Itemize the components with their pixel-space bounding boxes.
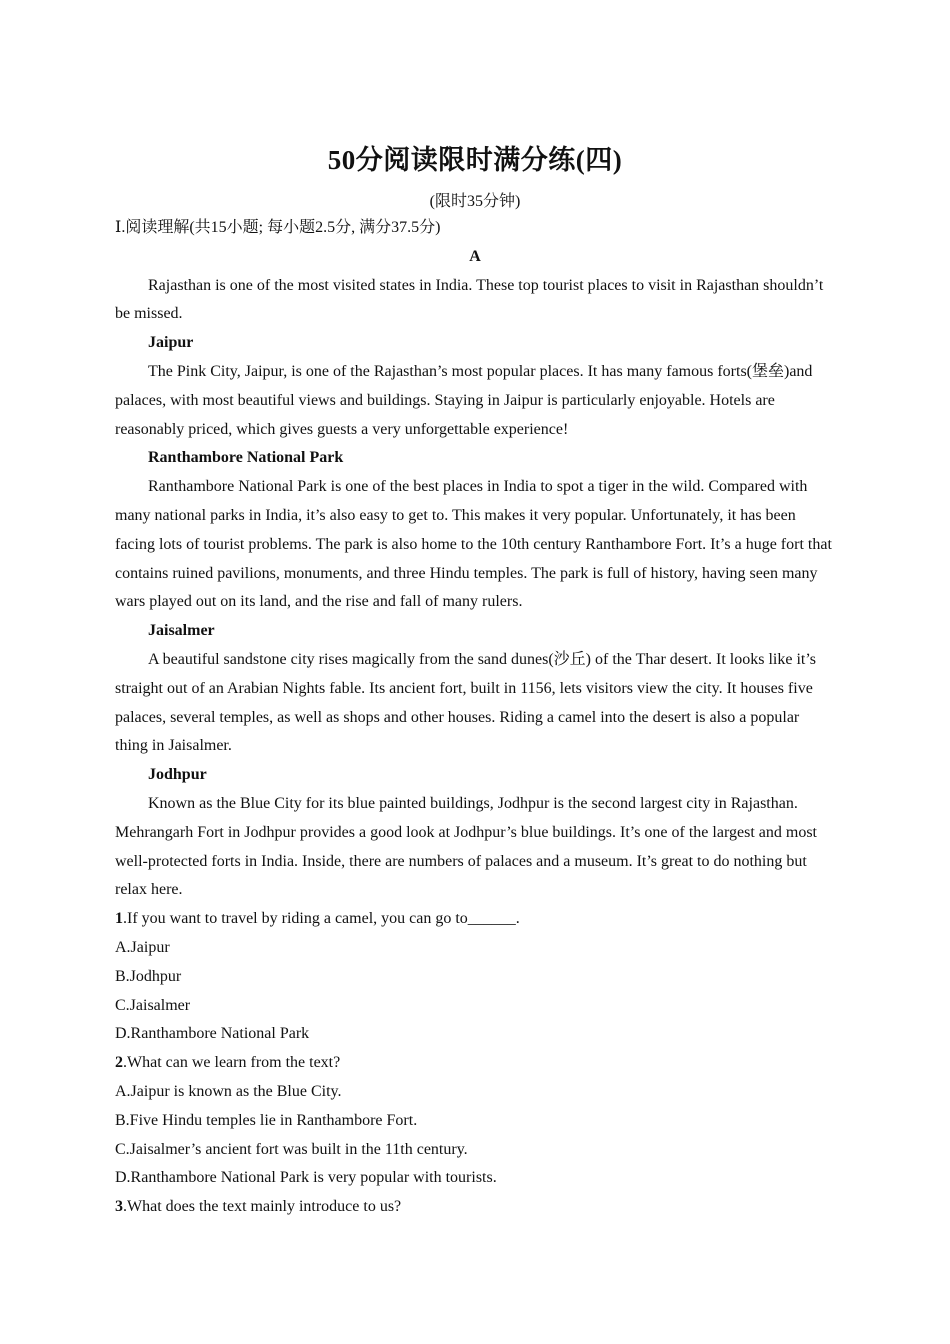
document-body (115, 214, 835, 1222)
question-1-option-a: A.Jaipur (115, 938, 170, 956)
question-1-option-c: C.Jaisalmer (115, 996, 191, 1014)
time-limit: (限时35分钟) (429, 193, 521, 210)
question-1-option-b: B.Jodhpur (115, 967, 182, 985)
question-3 (115, 1193, 835, 1222)
place-text-jaipur: The Pink City, Jaipur, is one of the Rajasthan’s most popular places. It has many famous forts(堡垒)and palaces, with most beautiful views and buildings. Staying in Jaipur is particularly enjoyable. Hotels are reasonably priced, which gives guests a very unforgettable experience! (115, 362, 813, 438)
place-heading-jodhpur: Jodhpur (148, 766, 207, 784)
place-text-jaisalmer: A beautiful sandstone city rises magically from the sand dunes(沙丘) of the Thar desert. It looks like it’s straight out of an Arabian Nights fable. Its ancient fort, built in 1156, lets visitors view the city. It houses five palaces, several temples, as well as shops and other houses. Riding a camel into the desert is also a popular thing in Jaisalmer. (115, 650, 817, 755)
passage-label: A (469, 247, 481, 265)
question-2 (115, 1049, 835, 1078)
question-stem: .If you want to travel by riding a camel, you can go to______. (123, 910, 520, 928)
question-2-option-a: A.Jaipur is known as the Blue City. (115, 1082, 342, 1100)
question-number: 2 (115, 1054, 123, 1072)
page-title: 50分阅读限时满分练(四) (327, 145, 623, 175)
place-heading-jaipur: Jaipur (148, 334, 194, 352)
intro-paragraph: Rajasthan is one of the most visited states in India. These top tourist places to visit in Rajasthan shouldn’t be missed. (115, 276, 824, 323)
question-1-option-d: D.Ranthambore National Park (115, 1025, 310, 1043)
place-text-ranthambore: Ranthambore National Park is one of the best places in India to spot a tiger in the wild. Compared with many national parks in India, it’s also easy to get to. This makes it very popular. Unfortunately, it has been facing lots of tourist problems. The park is also home to the 10th century Ranthambore Fort. It’s a huge fort that contains ruined pavilions, monuments, and three Hindu temples. The park is full of history, having seen many wars played out on its land, and the rise and fall of many rulers. (115, 478, 832, 611)
question-2-option-c: C.Jaisalmer’s ancient fort was built in the 11th century. (115, 1140, 468, 1158)
place-text-jodhpur: Known as the Blue City for its blue painted buildings, Jodhpur is the second largest city in Rajasthan. Mehrangarh Fort in Jodhpur provides a good look at Jodhpur’s blue buildings. It’s one of the largest and most well-protected forts in India. Inside, there are numbers of palaces and a museum. It’s great to do nothing but relax here. (115, 794, 817, 899)
question-2-option-b: B.Five Hindu temples lie in Ranthambore Fort. (115, 1111, 418, 1129)
question-1 (115, 905, 835, 934)
question-stem: .What does the text mainly introduce to us? (123, 1198, 402, 1216)
section-title: Ⅰ.阅读理解(共15小题; 每小题2.5分, 满分37.5分) (115, 219, 441, 236)
place-heading-jaisalmer: Jaisalmer (148, 622, 215, 640)
question-2-option-d: D.Ranthambore National Park is very popular with tourists. (115, 1169, 497, 1187)
question-number: 3 (115, 1198, 123, 1216)
question-number: 1 (115, 910, 123, 928)
place-heading-ranthambore: Ranthambore National Park (148, 449, 344, 467)
question-stem: .What can we learn from the text? (123, 1054, 341, 1072)
